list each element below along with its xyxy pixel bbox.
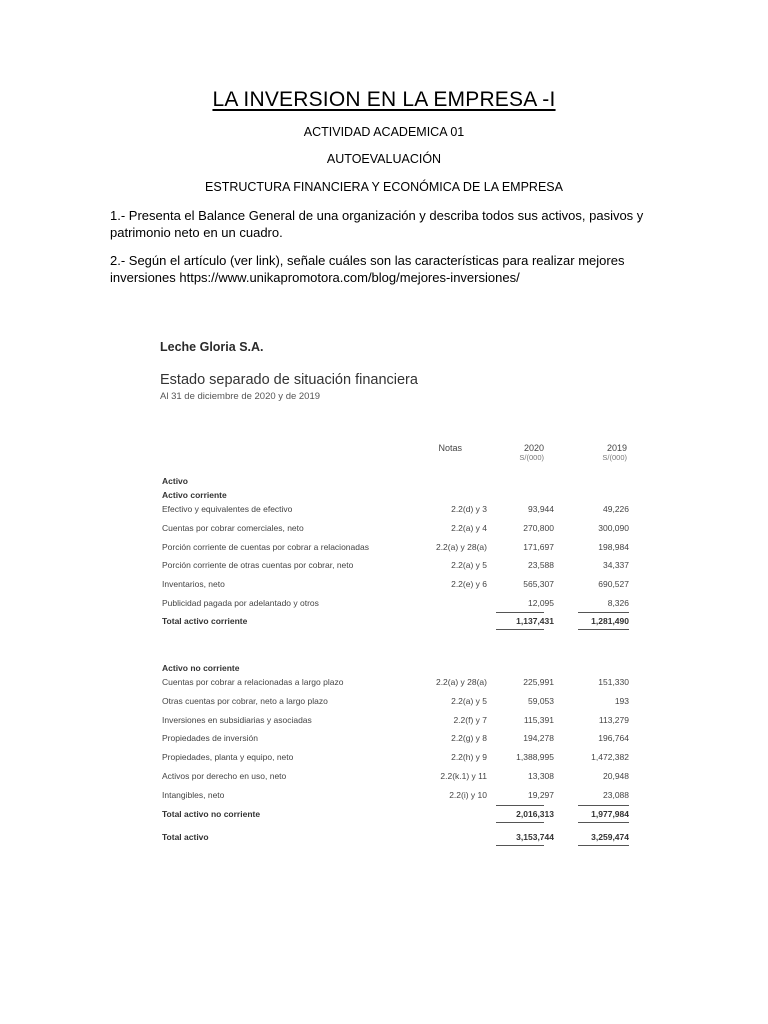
row-v2020: 171,697 xyxy=(523,541,554,552)
section-activo-corriente: Activo corriente xyxy=(162,490,227,500)
statement-row xyxy=(162,598,632,610)
rule-2019-e xyxy=(578,845,629,846)
rule-2019-b xyxy=(578,629,629,630)
statement-row xyxy=(162,715,632,727)
rule-2020-b xyxy=(496,629,544,630)
header-2019: 2019 S/(000) xyxy=(602,443,627,462)
row-label: Inversiones en subsidiarias y asociadas xyxy=(162,714,312,725)
self-evaluation-label: AUTOEVALUACIÓN xyxy=(326,152,442,166)
row-label: Cuentas por cobrar comerciales, neto xyxy=(162,522,304,533)
row-note: 2.2(f) y 7 xyxy=(453,714,487,725)
rule-2020-d xyxy=(496,822,544,823)
statement-subtitle: Al 31 de diciembre de 2020 y de 2019 xyxy=(160,391,321,402)
row-v2020: 565,307 xyxy=(523,579,554,590)
question-2: 2.- Según el artículo (ver link), señale cuáles son las características para realizar mejores inversiones https://www.unikapromotora.com/blog/mejores-inversiones/ xyxy=(110,253,625,285)
document-title: LA INVERSION EN LA EMPRESA -I xyxy=(212,88,556,111)
header-2020: 2020 S/(000) xyxy=(519,443,544,462)
row-note: 2.2(h) y 9 xyxy=(451,752,487,763)
header-notes: Notas xyxy=(438,443,462,453)
rule-2020-e xyxy=(496,845,544,846)
row-v2020: 115,391 xyxy=(523,714,554,725)
row-v2020: 13,308 xyxy=(528,771,554,781)
activity-label: ACTIVIDAD ACADEMICA 01 xyxy=(303,125,465,139)
rule-2019-a xyxy=(578,612,629,613)
row-v2019: 196,764 xyxy=(598,733,629,744)
rule-2020-c xyxy=(496,805,544,806)
rule-2019-c xyxy=(578,805,629,806)
statement-row xyxy=(162,560,632,572)
row-label: Porción corriente de otras cuentas por cobrar, neto xyxy=(162,560,354,571)
company-name: Leche Gloria S.A. xyxy=(160,340,264,354)
row-note: 2.2(a) y 28(a) xyxy=(435,541,487,552)
row-label: Propiedades, planta y equipo, neto xyxy=(162,752,294,763)
row-v2020: 19,297 xyxy=(528,789,554,800)
row-label: Cuentas por cobrar a relacionadas a largo plazo xyxy=(162,677,344,687)
statement-row xyxy=(162,790,632,802)
row-v2019: 198,984 xyxy=(598,541,629,552)
total-assets-row: Total activo 3,153,744 3,259,474 xyxy=(162,832,629,842)
row-note: 2.2(d) y 3 xyxy=(451,504,487,514)
row-label: Publicidad pagada por adelantado y otros xyxy=(162,598,319,608)
row-label: Propiedades de inversión xyxy=(162,733,258,744)
statement-row xyxy=(162,542,632,554)
row-v2019: 1,472,382 xyxy=(591,752,629,763)
row-note: 2.2(e) y 6 xyxy=(451,579,487,590)
row-note: 2.2(i) y 10 xyxy=(449,789,487,800)
row-note: 2.2(g) y 8 xyxy=(451,733,487,744)
statement-row xyxy=(162,523,632,535)
rule-2020-a xyxy=(496,612,544,613)
row-v2020: 225,991 xyxy=(523,677,554,687)
row-v2019: 23,088 xyxy=(603,789,629,800)
section-activo-no-corriente: Activo no corriente xyxy=(162,663,240,673)
balance-sheet-image xyxy=(150,330,650,860)
row-v2019: 8,326 xyxy=(607,598,629,608)
statement-row xyxy=(162,752,632,764)
row-v2019: 49,226 xyxy=(603,504,629,514)
row-label: Efectivo y equivalentes de efectivo xyxy=(162,504,293,514)
row-v2019: 193 xyxy=(614,695,629,706)
row-v2020: 59,053 xyxy=(528,695,554,706)
row-v2019: 690,527 xyxy=(598,579,629,590)
statement-row xyxy=(162,696,632,708)
row-v2020: 93,944 xyxy=(528,504,554,514)
statement-row xyxy=(162,771,632,783)
row-note: 2.2(k.1) y 11 xyxy=(440,771,487,781)
total-current-assets-row: Total activo corriente 1,137,431 1,281,490 xyxy=(162,616,629,626)
row-label: Porción corriente de cuentas por cobrar a relacionadas xyxy=(162,541,369,552)
row-label: Otras cuentas por cobrar, neto a largo plazo xyxy=(162,695,328,706)
row-v2020: 194,278 xyxy=(523,733,554,744)
row-v2019: 20,948 xyxy=(603,771,629,781)
row-v2019: 300,090 xyxy=(598,522,629,533)
row-v2019: 113,279 xyxy=(598,714,629,725)
row-note: 2.2(a) y 28(a) xyxy=(435,677,487,687)
section-activo: Activo xyxy=(162,476,188,486)
row-note: 2.2(a) y 5 xyxy=(451,560,487,571)
row-v2019: 151,330 xyxy=(598,677,629,687)
row-label: Inventarios, neto xyxy=(162,579,225,590)
row-v2020: 270,800 xyxy=(523,522,554,533)
subject-label: ESTRUCTURA FINANCIERA Y ECONÓMICA DE LA EMPRESA xyxy=(205,180,563,194)
row-label: Activos por derecho en uso, neto xyxy=(162,771,287,781)
question-1: 1.- Presenta el Balance General de una organización y describa todos sus activos, pasivos y patrimonio neto en un cuadro. xyxy=(110,208,644,240)
row-note: 2.2(a) y 4 xyxy=(451,522,487,533)
total-non-current-assets-row: Total activo no corriente 2,016,313 1,977,984 xyxy=(162,809,629,819)
rule-2019-d xyxy=(578,822,629,823)
row-note: 2.2(a) y 5 xyxy=(451,695,487,706)
statement-title: Estado separado de situación financiera xyxy=(160,372,418,388)
statement-row xyxy=(162,677,632,689)
row-label: Intangibles, neto xyxy=(162,789,225,800)
statement-row xyxy=(162,504,632,516)
row-v2020: 12,095 xyxy=(528,598,554,608)
statement-row xyxy=(162,579,632,591)
row-v2020: 1,388,995 xyxy=(516,752,554,763)
statement-row xyxy=(162,733,632,745)
row-v2020: 23,588 xyxy=(528,560,554,571)
row-v2019: 34,337 xyxy=(603,560,629,571)
